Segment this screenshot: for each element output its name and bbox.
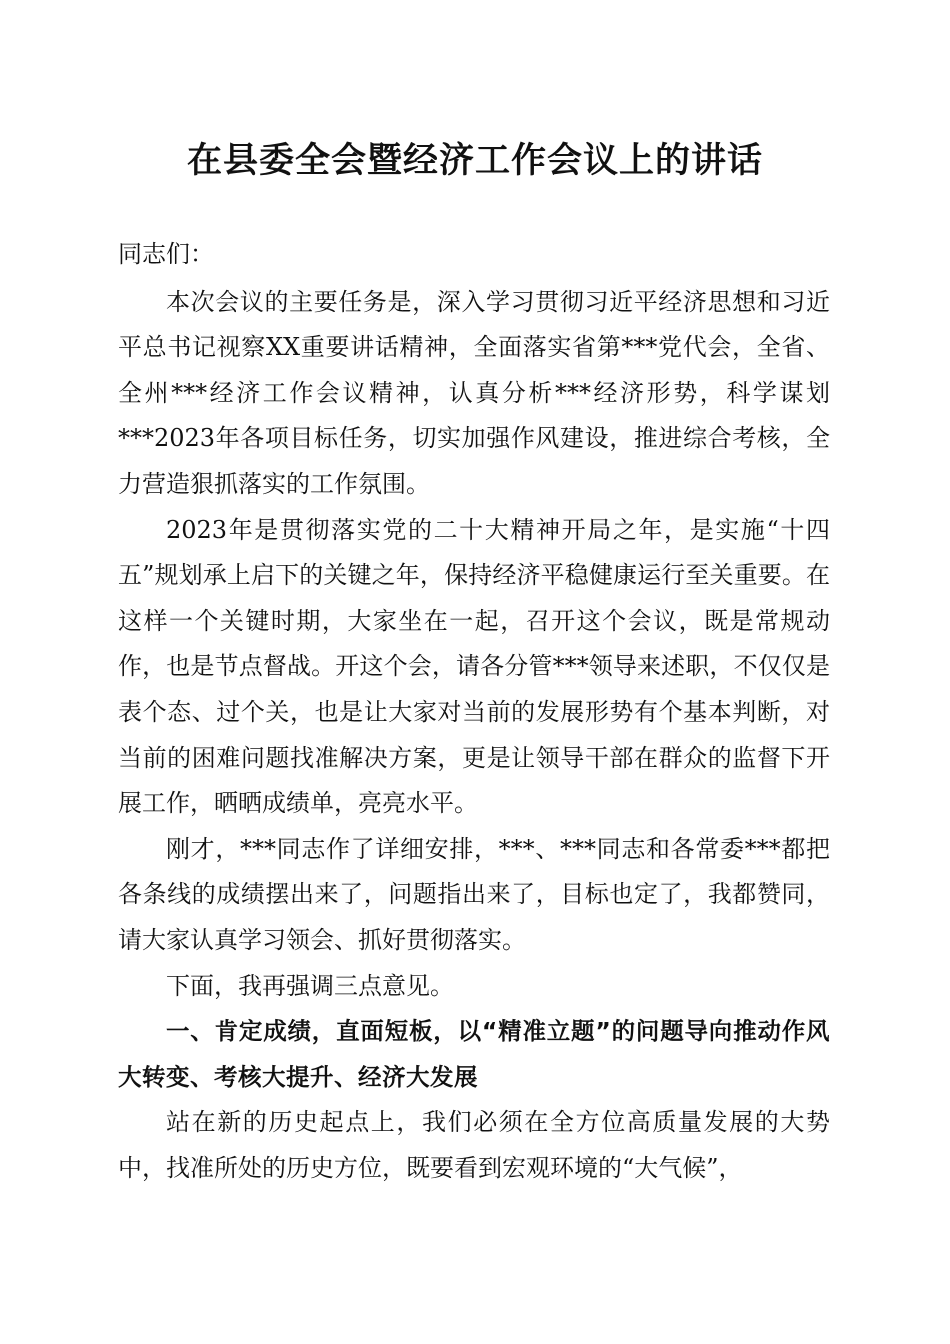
- salutation: 同志们：: [118, 240, 214, 268]
- paragraph-2023-context: 2023年是贯彻落实党的二十大精神开局之年，是实施“十四五”规划承上启下的关键之年，保持经济平稳健康运行至关重要。在这样一个关键时期，大家坐在一起，召开这个会议，既是常规动作，也是节点督战。开这个会，请各分管***领导来述职，不仅仅是表个态、过个关，也是让大家对当前的发展形势有个基本判断，对当前的困难问题找准解决方案，更是让领导干部在群众的监督下开展工作，晒晒成绩单，亮亮水平。: [118, 515, 830, 818]
- section-heading-one: 一、肯定成绩，直面短板，以“精准立题”的问题导向推动作风大转变、考核大提升、经济大发展: [118, 1017, 830, 1091]
- paragraph-three-points: 下面，我再强调三点意见。: [166, 971, 454, 1000]
- paragraph-arrangements: 刚才，***同志作了详细安排，***、***同志和各常委***都把各条线的成绩摆出来了，问题指出来了，目标也定了，我都赞同，请大家认真学习领会、抓好贯彻落实。: [118, 834, 830, 954]
- paragraph-section-one: 站在新的历史起点上，我们必须在全方位高质量发展的大势中，找准所处的历史方位，既要看到宏观环境的“大气候”，: [118, 1108, 830, 1182]
- paragraph-meeting-tasks: 本次会议的主要任务是，深入学习贯彻习近平经济思想和习近平总书记视察XX重要讲话精神，全面落实省第***党代会，全省、全州***经济工作会议精神，认真分析***经济形势，科学谋划***2023年各项目标任务，切实加强作风建设，推进综合考核，全力营造狠抓落实的工作氛围。: [118, 287, 830, 498]
- document-title: 在县委全会暨经济工作会议上的讲话: [186, 140, 763, 181]
- document-body: [118, 232, 830, 1191]
